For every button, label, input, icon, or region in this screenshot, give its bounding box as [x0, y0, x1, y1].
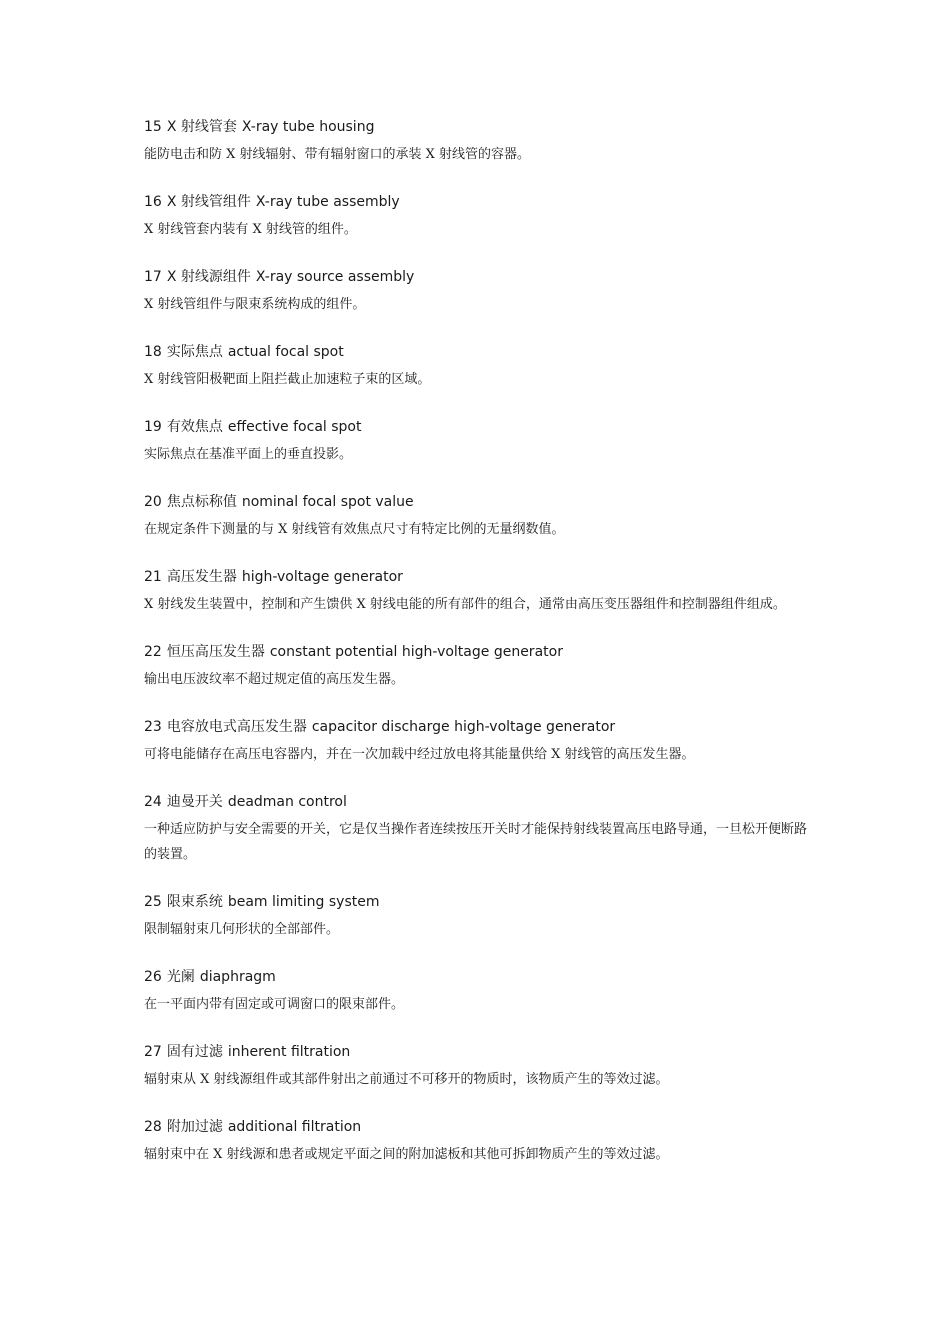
term-english: beam limiting system: [227, 894, 380, 910]
term-definition: 可将电能储存在高压电容器内，并在一次加载中经过放电将其能量供给 X 射线管的高压发生器。: [144, 747, 695, 762]
term-number: 22: [144, 644, 162, 660]
term-english: nominal focal spot value: [241, 494, 414, 510]
glossary-entry: [144, 967, 812, 1017]
term-chinese: 高压发生器: [166, 569, 237, 585]
term-number: 15: [144, 119, 162, 135]
term-heading: [144, 642, 812, 663]
term-number: 18: [144, 344, 162, 360]
term-heading: [144, 792, 812, 813]
glossary-entry: [144, 1042, 812, 1092]
term-definition: 在一平面内带有固定或可调窗口的限束部件。: [144, 997, 405, 1012]
term-number: 19: [144, 419, 162, 435]
term-english: X-ray tube housing: [241, 119, 375, 135]
term-chinese: 有效焦点: [166, 419, 223, 435]
term-heading: [144, 117, 812, 138]
term-chinese: 焦点标称值: [166, 494, 237, 510]
glossary-entry: [144, 792, 812, 867]
term-number: 27: [144, 1044, 162, 1060]
term-definition: 辐射束中在 X 射线源和患者或规定平面之间的附加滤板和其他可拆卸物质产生的等效过滤。: [144, 1147, 669, 1162]
term-chinese: X 射线源组件: [166, 269, 251, 285]
term-english: additional filtration: [227, 1119, 362, 1135]
term-definition: 辐射束从 X 射线源组件或其部件射出之前通过不可移开的物质时，该物质产生的等效过滤。: [144, 1072, 669, 1087]
glossary-entry: [144, 567, 812, 617]
term-heading: [144, 417, 812, 438]
term-definition: 输出电压波纹率不超过规定值的高压发生器。: [144, 672, 405, 687]
term-heading: [144, 717, 812, 738]
glossary-entry: [144, 267, 812, 317]
term-number: 23: [144, 719, 162, 735]
term-definition: 限制辐射束几何形状的全部部件。: [144, 922, 340, 937]
glossary-entry: [144, 192, 812, 242]
term-english: capacitor discharge high-voltage generator: [311, 719, 616, 735]
term-heading: [144, 567, 812, 588]
term-english: deadman control: [227, 794, 347, 810]
term-chinese: X 射线管组件: [166, 194, 251, 210]
term-heading: [144, 342, 812, 363]
term-number: 26: [144, 969, 162, 985]
term-chinese: 实际焦点: [166, 344, 223, 360]
term-heading: [144, 1042, 812, 1063]
glossary-entry: [144, 342, 812, 392]
term-chinese: 限束系统: [166, 894, 223, 910]
term-number: 21: [144, 569, 162, 585]
glossary-entry: [144, 492, 812, 542]
term-heading: [144, 967, 812, 988]
term-definition: X 射线管套内装有 X 射线管的组件。: [144, 222, 357, 237]
term-chinese: 固有过滤: [166, 1044, 223, 1060]
term-chinese: 迪曼开关: [166, 794, 223, 810]
term-definition: 在规定条件下测量的与 X 射线管有效焦点尺寸有特定比例的无量纲数值。: [144, 522, 565, 537]
glossary-entry: [144, 1117, 812, 1167]
term-chinese: 恒压高压发生器: [166, 644, 265, 660]
term-chinese: 电容放电式高压发生器: [166, 719, 307, 735]
glossary-entry: [144, 642, 812, 692]
term-heading: [144, 892, 812, 913]
term-chinese: 附加过滤: [166, 1119, 223, 1135]
term-english: constant potential high-voltage generator: [269, 644, 563, 660]
term-english: diaphragm: [199, 969, 276, 985]
term-heading: [144, 192, 812, 213]
term-definition: 实际焦点在基准平面上的垂直投影。: [144, 447, 353, 462]
term-english: X-ray source assembly: [255, 269, 415, 285]
term-number: 16: [144, 194, 162, 210]
term-definition: X 射线管阳极靶面上阻拦截止加速粒子束的区域。: [144, 372, 431, 387]
term-english: high-voltage generator: [241, 569, 403, 585]
term-heading: [144, 267, 812, 288]
term-definition: X 射线管组件与限束系统构成的组件。: [144, 297, 366, 312]
term-definition: 能防电击和防 X 射线辐射、带有辐射窗口的承装 X 射线管的容器。: [144, 147, 531, 162]
term-chinese: X 射线管套: [166, 119, 237, 135]
term-definition: X 射线发生装置中，控制和产生馈供 X 射线电能的所有部件的组合，通常由高压变压器组件和控制器组件组成。: [144, 597, 786, 612]
term-number: 20: [144, 494, 162, 510]
term-number: 17: [144, 269, 162, 285]
document-page: [144, 117, 812, 1192]
term-chinese: 光阑: [166, 969, 195, 985]
term-definition: 一种适应防护与安全需要的开关，它是仅当操作者连续按压开关时才能保持射线装置高压电路导通，一旦松开便断路的装置。: [144, 822, 808, 862]
term-number: 24: [144, 794, 162, 810]
term-heading: [144, 492, 812, 513]
term-heading: [144, 1117, 812, 1138]
term-number: 28: [144, 1119, 162, 1135]
glossary-entry: [144, 892, 812, 942]
term-english: effective focal spot: [227, 419, 362, 435]
glossary-entry: [144, 717, 812, 767]
term-number: 25: [144, 894, 162, 910]
glossary-entry: [144, 417, 812, 467]
term-english: inherent filtration: [227, 1044, 351, 1060]
glossary-entry: [144, 117, 812, 167]
term-english: actual focal spot: [227, 344, 344, 360]
term-english: X-ray tube assembly: [255, 194, 400, 210]
